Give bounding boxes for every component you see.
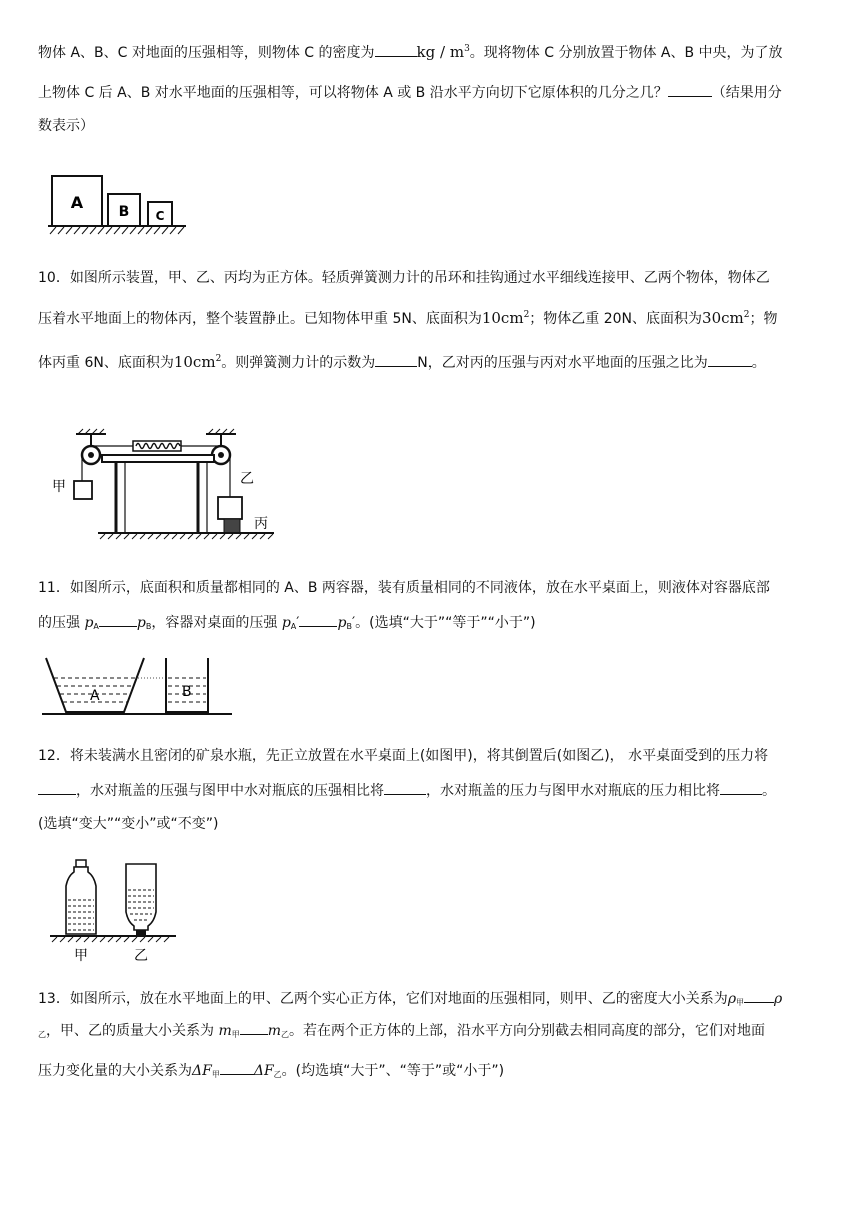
q10-line-1: 10．如图所示装置，甲、乙、丙均为正方体。轻质弹簧测力计的吊环和挂钩通过水平细线连接甲、乙两个物体，物体乙 [38, 270, 770, 286]
label-bing: 丙 [254, 516, 268, 532]
q12-line-3: (选填“变大”“变小”或“不变”) [38, 816, 219, 832]
table-top [102, 455, 214, 462]
block-jia [74, 481, 92, 499]
bottle-inverted [126, 864, 156, 936]
q10-line-2: 压着水平地面上的物体丙，整个装置静止。已知物体甲重 5N、底面积为$10cm^2$；物体乙重 20N、底面积为$30cm^2$；物 [38, 309, 778, 327]
answer-blank[interactable] [38, 780, 76, 795]
label-a: A [70, 193, 84, 212]
answer-blank[interactable] [240, 1020, 268, 1035]
q11-line-1: 11．如图所示，底面积和质量都相同的 A、B 两容器，装有质量相同的不同液体，放在水平桌面上，则液体对容器底部 [38, 580, 770, 596]
q9-line-3: 数表示） [38, 118, 94, 134]
q12-line-2: ，水对瓶盖的压强与图甲中水对瓶底的压强相比将 ，水对瓶盖的压力与图甲水对瓶底的压力相比将 。 [38, 780, 828, 801]
q13-line-2: $_乙$，甲、乙的质量大小关系为 $m_甲$ $m_乙$。若在两个正方体的上部，沿水平方向分别截去相同高度的部分，它们对地面 [38, 1020, 828, 1041]
q11-line-2: 的压强 $p_A$ $p_B$，容器对桌面的压强 $p_A'$ $p_B'$。(选填“大于”“等于”“小于”) [38, 612, 828, 633]
label-b: B [118, 204, 130, 220]
block-bing [224, 519, 240, 533]
q11-figure-containers [42, 652, 238, 720]
label-b: B [182, 684, 192, 700]
answer-blank[interactable] [708, 352, 752, 367]
label-a: A [90, 688, 100, 704]
answer-blank[interactable] [220, 1060, 254, 1075]
q13-line-1: 13．如图所示，放在水平地面上的甲、乙两个实心正方体，它们对地面的压强相同，则甲、乙的密度大小关系为$\rho_甲$ ρ [38, 988, 828, 1009]
q9-line-1: 物体 A、B、C 对地面的压强相等，则物体 C 的密度为 kg / $m^3$。现将物体 C 分别放置于物体 A、B 中央，为了放 [38, 43, 783, 61]
q10-line-3: 体丙重 6N、底面积为$10cm^2$。则弹簧测力计的示数为 N，乙对丙的压强与丙对水平地面的压强之比为 。 [38, 353, 766, 371]
answer-blank[interactable] [375, 352, 417, 367]
answer-blank[interactable] [375, 42, 417, 57]
q9-figure-blocks [44, 168, 190, 236]
q12-line-1: 12．将未装满水且密闭的矿泉水瓶，先正立放置在水平桌面上(如图甲)，将其倒置后(如图乙)， 水平桌面受到的压力将 [38, 748, 769, 764]
answer-blank[interactable] [384, 780, 426, 795]
bottle-upright [66, 860, 96, 934]
label-yi: 乙 [134, 948, 148, 964]
q10-figure-spring-scale [48, 425, 280, 540]
q9-text: 物体 A、B、C 对地面的压强相等，则物体 C 的密度为 [38, 45, 375, 61]
q9-line-2: 上物体 C 后 A、B 对水平地面的压强相等，可以将物体 A 或 B 沿水平方向切下它原体积的几分之几？ （结果用分 [38, 82, 828, 103]
label-jia: 甲 [52, 479, 66, 495]
spring-scale [133, 441, 181, 451]
q12-figure-bottles [44, 856, 184, 966]
label-yi: 乙 [240, 471, 254, 487]
block-yi [218, 497, 242, 519]
answer-blank[interactable] [744, 988, 774, 1003]
label-jia: 甲 [74, 948, 88, 964]
answer-blank[interactable] [668, 82, 712, 97]
label-c: C [155, 209, 165, 223]
answer-blank[interactable] [299, 612, 337, 627]
answer-blank[interactable] [720, 780, 762, 795]
q13-line-3: 压力变化量的大小关系为$\Delta F_甲$ $\Delta F_乙$。(均选填“大于”、“等于”或“小于”) [38, 1060, 828, 1081]
answer-blank[interactable] [99, 612, 137, 627]
density-unit: kg / $m^3$ [416, 43, 470, 61]
